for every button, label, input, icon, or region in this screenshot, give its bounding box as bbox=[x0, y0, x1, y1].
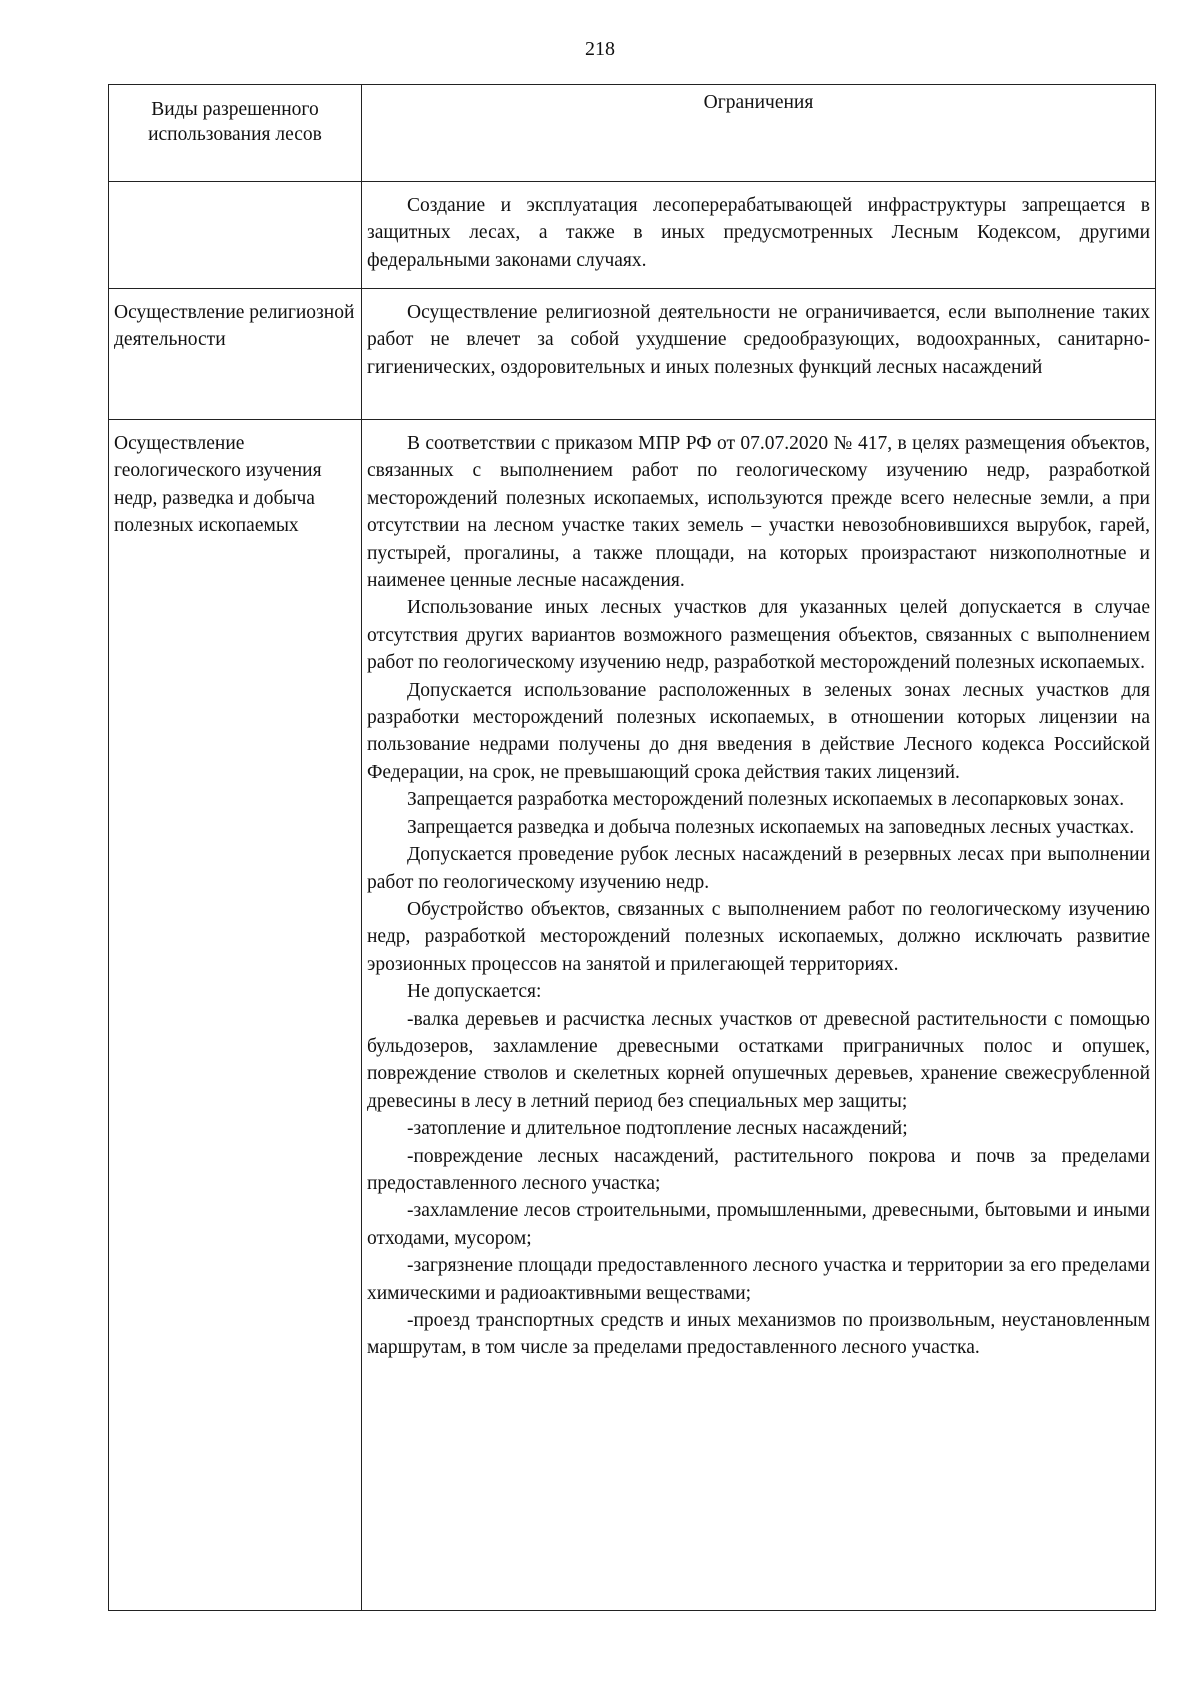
restriction-paragraph: Запрещается разработка месторождений полезных ископаемых в лесопарковых зонах. bbox=[407, 789, 1125, 811]
table-row bbox=[109, 289, 1156, 420]
restriction-list-intro: Не допускается: bbox=[407, 981, 542, 1003]
restriction-paragraph: В соответствии с приказом МПР РФ от 07.07.2020 № 417, в целях размещения объектов, связанных с выполнением работ по геологическому изучению недр, разработкой месторождений полезных ископаемых, используются прежде всего нелесные земли, а при отсутствии на лесном участке таких земель – участки невозобновившихся вырубок, гарей, пустырей, прогалины, а также площади, на которых произрастают низкополнотные и наименее ценные лесные насаждения. bbox=[367, 433, 1150, 592]
restriction-paragraph: Использование иных лесных участков для указанных целей допускается в случае отсутствия других вариантов возможного размещения объектов, связанных с выполнением работ по геологическому изучению недр, разработкой месторождений полезных ископаемых. bbox=[367, 597, 1150, 674]
restriction-paragraph: Запрещается разведка и добыча полезных ископаемых на заповедных лесных участках. bbox=[407, 816, 1135, 838]
header-usage-types: Виды разрешенного использования лесов bbox=[109, 85, 362, 182]
restriction-list-item: -затопление и длительное подтопление лесных насаждений; bbox=[407, 1118, 908, 1140]
restriction-paragraph: Допускается проведение рубок лесных насаждений в резервных лесах при выполнении работ по геологическому изучению недр. bbox=[367, 844, 1150, 893]
restriction-list-item: -валка деревьев и расчистка лесных участков от древесной растительности с помощью бульдозеров, захламление древесными остатками приграничных полос и опушек, повреждение стволов и скелетных корней опушечных деревьев, хранение свежесрубленной древесины в лесу в летний период без специальных мер защиты; bbox=[367, 1008, 1150, 1112]
restriction-paragraph: Допускается использование расположенных в зеленых зонах лесных участков для разработки месторождений полезных ископаемых, в отношении которых лицензии на пользование недрами получены до дня введения в действие Лесного кодекса Российской Федерации, на срок, не превышающий срока действия таких лицензий. bbox=[367, 679, 1150, 783]
table-row bbox=[109, 182, 1156, 289]
restriction-paragraph: Создание и эксплуатация лесоперерабатывающей инфраструктуры запрещается в защитных лесах, а также в иных предусмотренных Лесным Кодексом, другими федеральными законами случаях. bbox=[367, 195, 1150, 271]
restrictions-cell bbox=[362, 420, 1156, 1611]
restriction-list-item: -загрязнение площади предоставленного лесного участка и территории за его пределами химическими и радиоактивными веществами; bbox=[367, 1255, 1150, 1304]
restrictions-table bbox=[108, 84, 1156, 1611]
restriction-list-item: -проезд транспортных средств и иных механизмов по произвольным, неустановленным маршрутам, в том числе за пределами предоставленного лесного участка. bbox=[367, 1310, 1150, 1359]
header-restrictions: Ограничения bbox=[362, 85, 1156, 182]
restriction-list-item: -повреждение лесных насаждений, растительного покрова и почв за пределами предоставленного лесного участка; bbox=[367, 1145, 1150, 1194]
table-header-row bbox=[109, 85, 1156, 182]
usage-type-cell: Осуществление религиозной деятельности bbox=[109, 289, 362, 420]
restriction-paragraph: Осуществление религиозной деятельности не ограничивается, если выполнение таких работ не влечет за собой ухудшение средообразующих, водоохранных, санитарно-гигиенических, оздоровительных и иных полезных функций лесных насаждений bbox=[367, 302, 1150, 378]
restriction-list-item: -захламление лесов строительными, промышленными, древесными, бытовыми и иными отходами, мусором; bbox=[367, 1200, 1150, 1249]
table-row bbox=[109, 420, 1156, 1611]
restriction-paragraph: Обустройство объектов, связанных с выполнением работ по геологическому изучению недр, разработкой месторождений полезных ископаемых, должно исключать развитие эрозионных процессов на занятой и прилегающей территориях. bbox=[367, 898, 1150, 975]
page-number: 218 bbox=[585, 38, 615, 60]
restrictions-cell bbox=[362, 182, 1156, 289]
usage-type-cell bbox=[109, 182, 362, 289]
usage-type-cell: Осуществление геологического изучения недр, разведка и добыча полезных ископаемых bbox=[109, 420, 362, 1611]
restrictions-cell bbox=[362, 289, 1156, 420]
